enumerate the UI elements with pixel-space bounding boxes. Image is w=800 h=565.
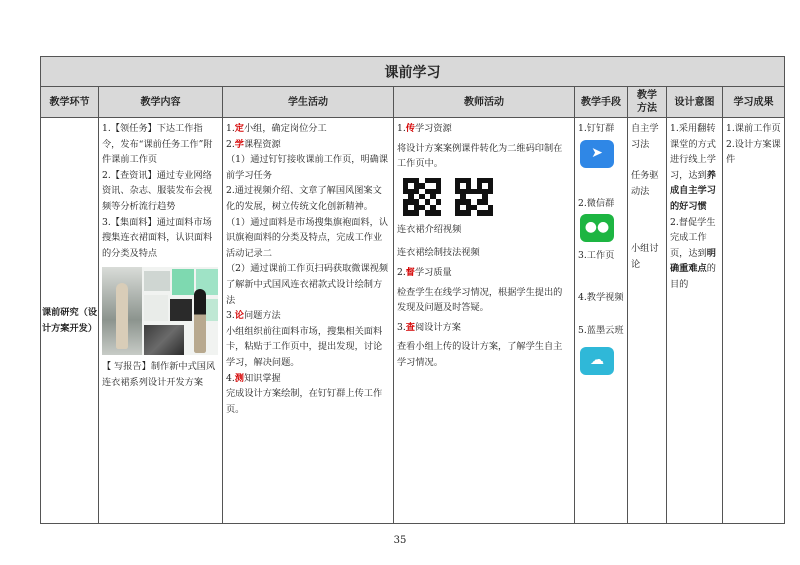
teacher-activity-cell xyxy=(394,118,575,524)
page-number: 35 xyxy=(393,535,407,546)
student-text: 完成设计方案绘制，在钉钉群上传工作页。 xyxy=(226,388,383,415)
header-stage: 教学环节 xyxy=(41,87,99,118)
header-outcome: 学习成果 xyxy=(723,87,785,118)
teacher-text: 查看小组上传的设计方案，了解学生自主学习情况。 xyxy=(397,341,563,368)
method-item: 任务驱动法 xyxy=(631,170,659,197)
student-text: 2.通过视频介绍、文章了解国风图案文化的发展，树立传统文化创新精神。 xyxy=(226,185,382,212)
wechat-icon: ●● xyxy=(580,214,614,242)
means-item: 1.钉钉群 xyxy=(578,123,615,134)
qr-label: 连衣裙绘制技法视频 xyxy=(397,247,480,259)
content-item: 2.【查资讯】通过专业网络资讯、杂志、服装发布会视频等分析流行趋势 xyxy=(102,169,213,212)
means-item: 4.教学视频 xyxy=(578,291,624,303)
header-means: 教学手段 xyxy=(575,87,628,118)
teacher-text: 检查学生在线学习情况，根据学生提出的发现及问题及时答疑。 xyxy=(397,286,563,314)
stage-label: 课前研究（设计方案开发） xyxy=(41,306,98,334)
qr-code-icon[interactable] xyxy=(455,178,493,216)
content-item: 【 写报告】制作新中式国风连衣裙系列设计开发方案 xyxy=(102,361,216,388)
student-text: （1）通过面料是市场搜集旗袍面料，认识旗袍面料的分类及特点，完成工作业活动记录二 xyxy=(226,216,389,259)
content-item: 1.【领任务】下达工作指令，发布“课前任务工作”附件课前工作页 xyxy=(102,123,213,166)
student-activity-cell xyxy=(223,118,394,524)
stage-cell xyxy=(41,118,99,524)
means-item: 5.蓝墨云班 xyxy=(578,325,624,337)
dingtalk-icon: ➤ xyxy=(580,140,614,168)
fabric-moodboard-image xyxy=(102,267,218,355)
student-step: 3.论问题方法 xyxy=(226,310,281,322)
student-text: （2）通过课前工作页扫码获取微课视频了解新中式国风连衣裙款式设计绘制方法 xyxy=(226,263,389,306)
header-student-activity: 学生活动 xyxy=(223,87,394,118)
teacher-step: 1.传学习资源 xyxy=(397,123,452,134)
student-step: 1.定小组，确定岗位分工 xyxy=(226,123,327,134)
lesson-plan-table xyxy=(40,56,785,524)
intent-item: 2.督促学生完成工作页，达到明确重难点的目的 xyxy=(670,216,716,290)
means-item: 2.微信群 xyxy=(578,197,615,209)
student-step: 4.测知识掌握 xyxy=(226,372,281,384)
teacher-text: 将设计方案案例课件转化为二维码印制在工作页中。 xyxy=(397,142,563,170)
intent-cell xyxy=(667,118,723,524)
method-cell xyxy=(628,118,667,524)
content-item: 3.【集面料】通过面料市场搜集连衣裙面料，认识面料的分类及特点 xyxy=(102,216,213,259)
header-teacher-activity: 教师活动 xyxy=(394,87,575,118)
content-cell xyxy=(99,118,223,524)
student-text: （1）通过钉钉接收课前工作页，明确课前学习任务 xyxy=(226,154,389,181)
table-title: 课前学习 xyxy=(41,57,785,87)
method-item: 小组讨论 xyxy=(631,243,659,270)
means-item: 3.工作页 xyxy=(578,250,615,262)
mosoteach-icon: ☁ xyxy=(580,347,614,375)
outcome-item: 2.设计方案课件 xyxy=(726,138,781,166)
student-step: 2.学课程资源 xyxy=(226,138,281,150)
header-content: 教学内容 xyxy=(99,87,223,118)
student-text: 小组组织前往面料市场，搜集相关面料卡，粘贴于工作页中，提出发现，讨论学习，解决问题。 xyxy=(226,325,383,368)
method-item: 自主学习法 xyxy=(631,123,659,150)
header-intent: 设计意图 xyxy=(667,87,723,118)
outcome-cell xyxy=(723,118,785,524)
intent-item: 1.采用翻转课堂的方式进行线上学习，达到养成自主学习的好习惯 xyxy=(670,123,716,212)
qr-label: 连衣裙介绍视频 xyxy=(397,223,462,235)
means-cell xyxy=(575,118,628,524)
outcome-item: 1.课前工作页 xyxy=(726,123,781,134)
qr-code-icon[interactable] xyxy=(403,178,441,216)
teacher-step: 2.督学习质量 xyxy=(397,266,452,278)
teacher-step: 3.查阅设计方案 xyxy=(397,321,461,333)
header-method: 教学方法 xyxy=(628,87,667,118)
